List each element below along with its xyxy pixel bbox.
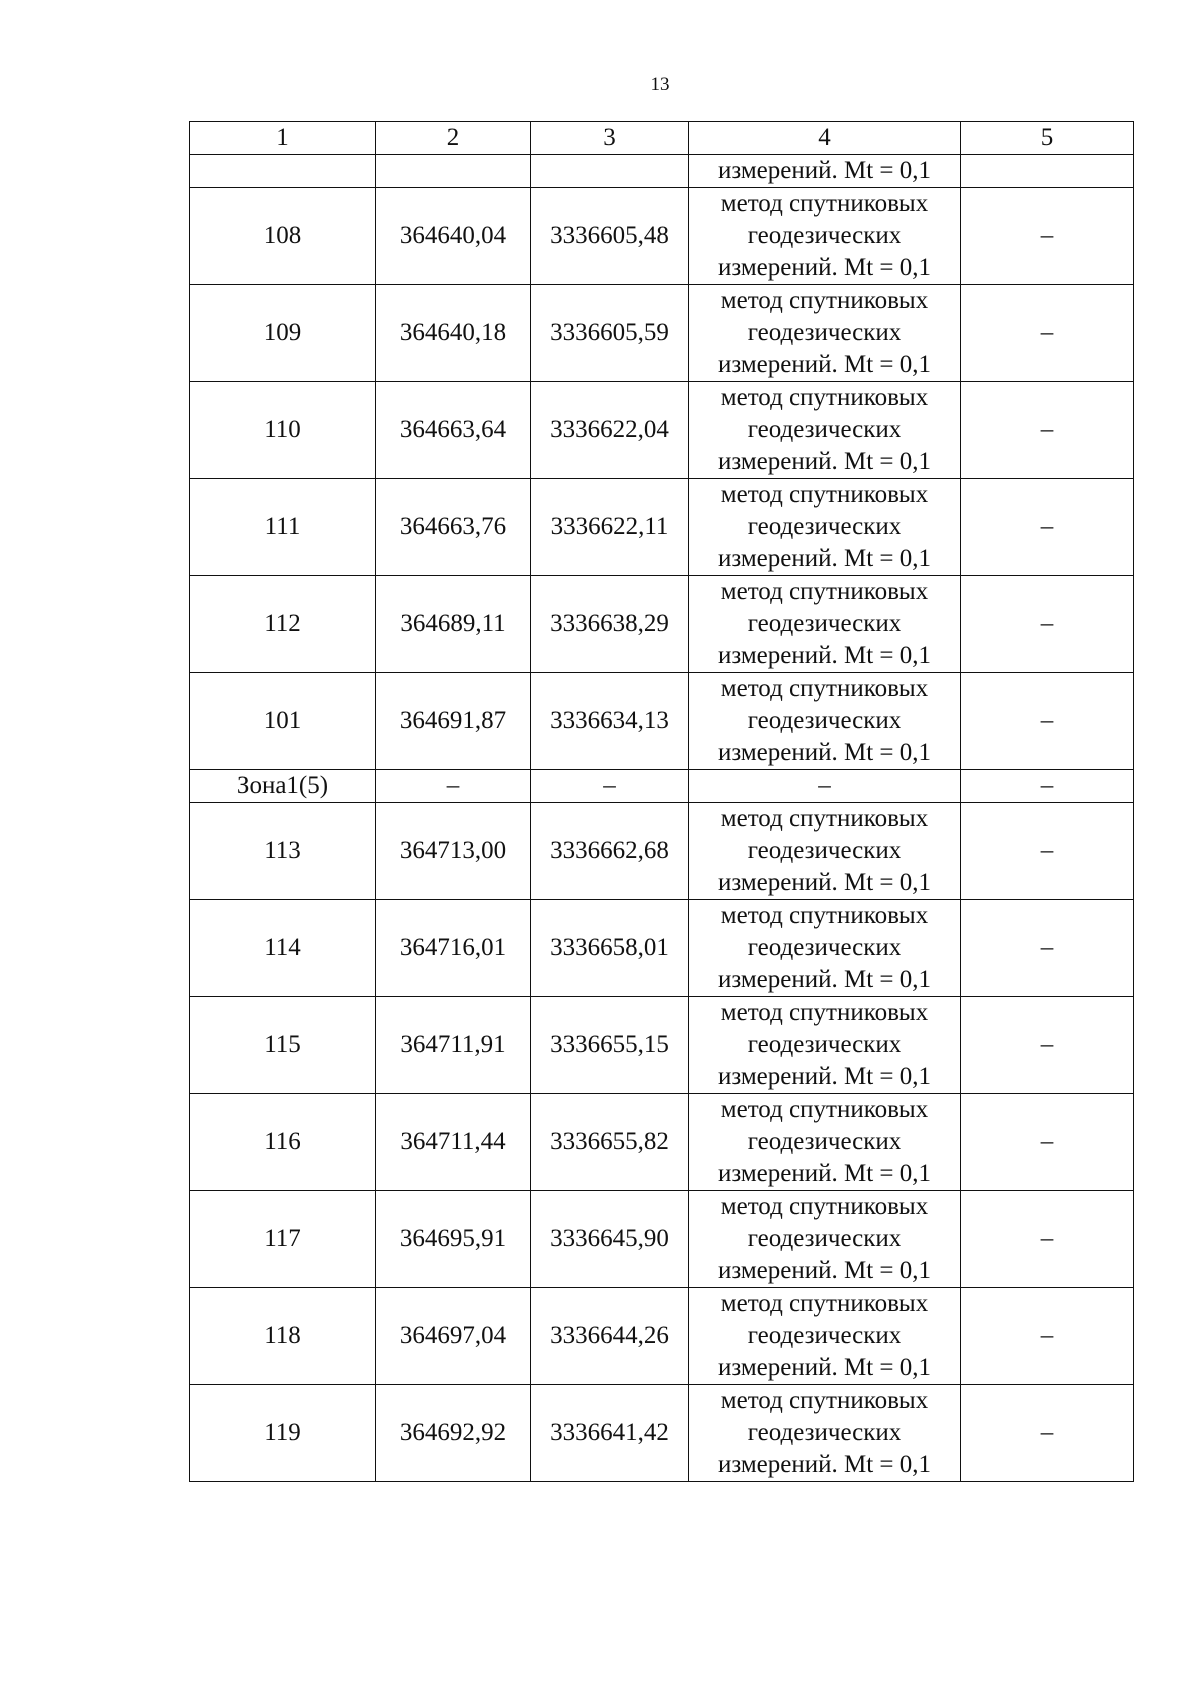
- method-cell: [689, 382, 961, 479]
- x-coordinate-cell: 364663,64: [376, 382, 531, 479]
- method-line: метод спутниковых: [720, 190, 929, 217]
- method-cell: [689, 285, 961, 382]
- x-coordinate-cell: 364663,76: [376, 479, 531, 576]
- method-line: измерений. Mt = 0,1: [717, 966, 932, 993]
- method-line: геодезических: [747, 319, 902, 346]
- method-cell: [689, 900, 961, 997]
- method-line: метод спутниковых: [720, 287, 929, 314]
- point-number-cell: 115: [190, 997, 376, 1094]
- x-coordinate-cell: 364716,01: [376, 900, 531, 997]
- table-header-row: [190, 122, 1134, 155]
- method-line: измерений. Mt = 0,1: [717, 254, 932, 281]
- x-coordinate-cell: 364692,92: [376, 1385, 531, 1482]
- table-row: [190, 1094, 1134, 1191]
- point-number-cell: 113: [190, 803, 376, 900]
- method-cell: [689, 576, 961, 673]
- method-line: метод спутниковых: [720, 481, 929, 508]
- method-line: геодезических: [747, 1225, 902, 1252]
- note-cell: –: [961, 997, 1134, 1094]
- method-line: метод спутниковых: [720, 1193, 929, 1220]
- point-number-cell: 111: [190, 479, 376, 576]
- method-line: геодезических: [747, 934, 902, 961]
- zone-label-cell: Зона1(5): [190, 770, 376, 803]
- y-coordinate-cell: 3336605,48: [531, 188, 689, 285]
- table-row: [190, 285, 1134, 382]
- method-line: метод спутниковых: [720, 1096, 929, 1123]
- x-coordinate-cell: 364711,44: [376, 1094, 531, 1191]
- method-cell: [689, 673, 961, 770]
- note-cell: –: [961, 479, 1134, 576]
- method-line: метод спутниковых: [720, 902, 929, 929]
- method-line: измерений. Mt = 0,1: [717, 1257, 932, 1284]
- method-line: измерений. Mt = 0,1: [717, 351, 932, 378]
- point-number-cell: 109: [190, 285, 376, 382]
- note-cell: –: [961, 576, 1134, 673]
- page-number: 13: [650, 74, 670, 95]
- table-row: [190, 1191, 1134, 1288]
- y-coordinate-cell: 3336662,68: [531, 803, 689, 900]
- continuation-cell-3: [531, 155, 689, 188]
- point-number-cell: 114: [190, 900, 376, 997]
- method-line: измерений. Mt = 0,1: [717, 545, 932, 572]
- method-cell: [689, 803, 961, 900]
- note-cell: –: [961, 1385, 1134, 1482]
- table-row: [190, 1288, 1134, 1385]
- zone-cell-5: –: [961, 770, 1134, 803]
- table-row: [190, 188, 1134, 285]
- y-coordinate-cell: 3336638,29: [531, 576, 689, 673]
- x-coordinate-cell: 364697,04: [376, 1288, 531, 1385]
- continuation-cell-2: [376, 155, 531, 188]
- zone-cell-2: –: [376, 770, 531, 803]
- table-row: [190, 997, 1134, 1094]
- note-cell: –: [961, 1191, 1134, 1288]
- table-row: [190, 673, 1134, 770]
- point-number-cell: 119: [190, 1385, 376, 1482]
- x-coordinate-cell: 364695,91: [376, 1191, 531, 1288]
- zone-row: [190, 770, 1134, 803]
- point-number-cell: 118: [190, 1288, 376, 1385]
- y-coordinate-cell: 3336655,82: [531, 1094, 689, 1191]
- zone-cell-4: –: [689, 770, 961, 803]
- method-cell: [689, 479, 961, 576]
- continuation-cell-1: [190, 155, 376, 188]
- method-line: геодезических: [747, 513, 902, 540]
- table-row: [190, 900, 1134, 997]
- table-row: [190, 576, 1134, 673]
- method-line: измерений. Mt = 0,1: [717, 1354, 932, 1381]
- method-line: геодезических: [747, 707, 902, 734]
- method-line: метод спутниковых: [720, 578, 929, 605]
- method-cell: [689, 997, 961, 1094]
- method-line: метод спутниковых: [720, 999, 929, 1026]
- method-line: метод спутниковых: [720, 1290, 929, 1317]
- note-cell: –: [961, 188, 1134, 285]
- method-cell: [689, 1094, 961, 1191]
- method-line: метод спутниковых: [720, 675, 929, 702]
- method-line: геодезических: [747, 1128, 902, 1155]
- method-line: измерений. Mt = 0,1: [717, 1451, 932, 1478]
- x-coordinate-cell: 364640,18: [376, 285, 531, 382]
- x-coordinate-cell: 364691,87: [376, 673, 531, 770]
- table-row: [190, 803, 1134, 900]
- table-row: [190, 1385, 1134, 1482]
- note-cell: –: [961, 285, 1134, 382]
- header-cell-1: 1: [190, 122, 376, 155]
- method-line: геодезических: [747, 837, 902, 864]
- note-cell: –: [961, 673, 1134, 770]
- coordinates-table: [189, 121, 1134, 1482]
- header-cell-3: 3: [531, 122, 689, 155]
- header-cell-4: 4: [689, 122, 961, 155]
- y-coordinate-cell: 3336641,42: [531, 1385, 689, 1482]
- point-number-cell: 110: [190, 382, 376, 479]
- method-line: геодезических: [747, 610, 902, 637]
- point-number-cell: 101: [190, 673, 376, 770]
- method-line: измерений. Mt = 0,1: [717, 869, 932, 896]
- method-line: измерений. Mt = 0,1: [717, 642, 932, 669]
- x-coordinate-cell: 364713,00: [376, 803, 531, 900]
- header-cell-2: 2: [376, 122, 531, 155]
- method-line: метод спутниковых: [720, 384, 929, 411]
- y-coordinate-cell: 3336634,13: [531, 673, 689, 770]
- method-line: геодезических: [747, 1031, 902, 1058]
- method-line: геодезических: [747, 416, 902, 443]
- continuation-cell-4: измерений. Mt = 0,1: [689, 155, 961, 188]
- y-coordinate-cell: 3336605,59: [531, 285, 689, 382]
- note-cell: –: [961, 900, 1134, 997]
- table-row: [190, 479, 1134, 576]
- y-coordinate-cell: 3336622,04: [531, 382, 689, 479]
- table-row: [190, 382, 1134, 479]
- continuation-cell-5: [961, 155, 1134, 188]
- y-coordinate-cell: 3336658,01: [531, 900, 689, 997]
- method-line: метод спутниковых: [720, 805, 929, 832]
- method-line: измерений. Mt = 0,1: [717, 1160, 932, 1187]
- method-line: измерений. Mt = 0,1: [717, 1063, 932, 1090]
- note-cell: –: [961, 382, 1134, 479]
- point-number-cell: 112: [190, 576, 376, 673]
- method-line: измерений. Mt = 0,1: [717, 448, 932, 475]
- method-line: геодезических: [747, 222, 902, 249]
- method-cell: [689, 188, 961, 285]
- method-cell: [689, 1288, 961, 1385]
- note-cell: –: [961, 1288, 1134, 1385]
- continuation-row: [190, 155, 1134, 188]
- point-number-cell: 108: [190, 188, 376, 285]
- point-number-cell: 117: [190, 1191, 376, 1288]
- y-coordinate-cell: 3336622,11: [531, 479, 689, 576]
- method-line: метод спутниковых: [720, 1387, 929, 1414]
- zone-cell-3: –: [531, 770, 689, 803]
- method-line: геодезических: [747, 1419, 902, 1446]
- x-coordinate-cell: 364689,11: [376, 576, 531, 673]
- header-cell-5: 5: [961, 122, 1134, 155]
- method-cell: [689, 1191, 961, 1288]
- method-cell: [689, 1385, 961, 1482]
- note-cell: –: [961, 803, 1134, 900]
- method-line: измерений. Mt = 0,1: [717, 739, 932, 766]
- x-coordinate-cell: 364640,04: [376, 188, 531, 285]
- y-coordinate-cell: 3336655,15: [531, 997, 689, 1094]
- method-line: геодезических: [747, 1322, 902, 1349]
- note-cell: –: [961, 1094, 1134, 1191]
- y-coordinate-cell: 3336644,26: [531, 1288, 689, 1385]
- point-number-cell: 116: [190, 1094, 376, 1191]
- x-coordinate-cell: 364711,91: [376, 997, 531, 1094]
- y-coordinate-cell: 3336645,90: [531, 1191, 689, 1288]
